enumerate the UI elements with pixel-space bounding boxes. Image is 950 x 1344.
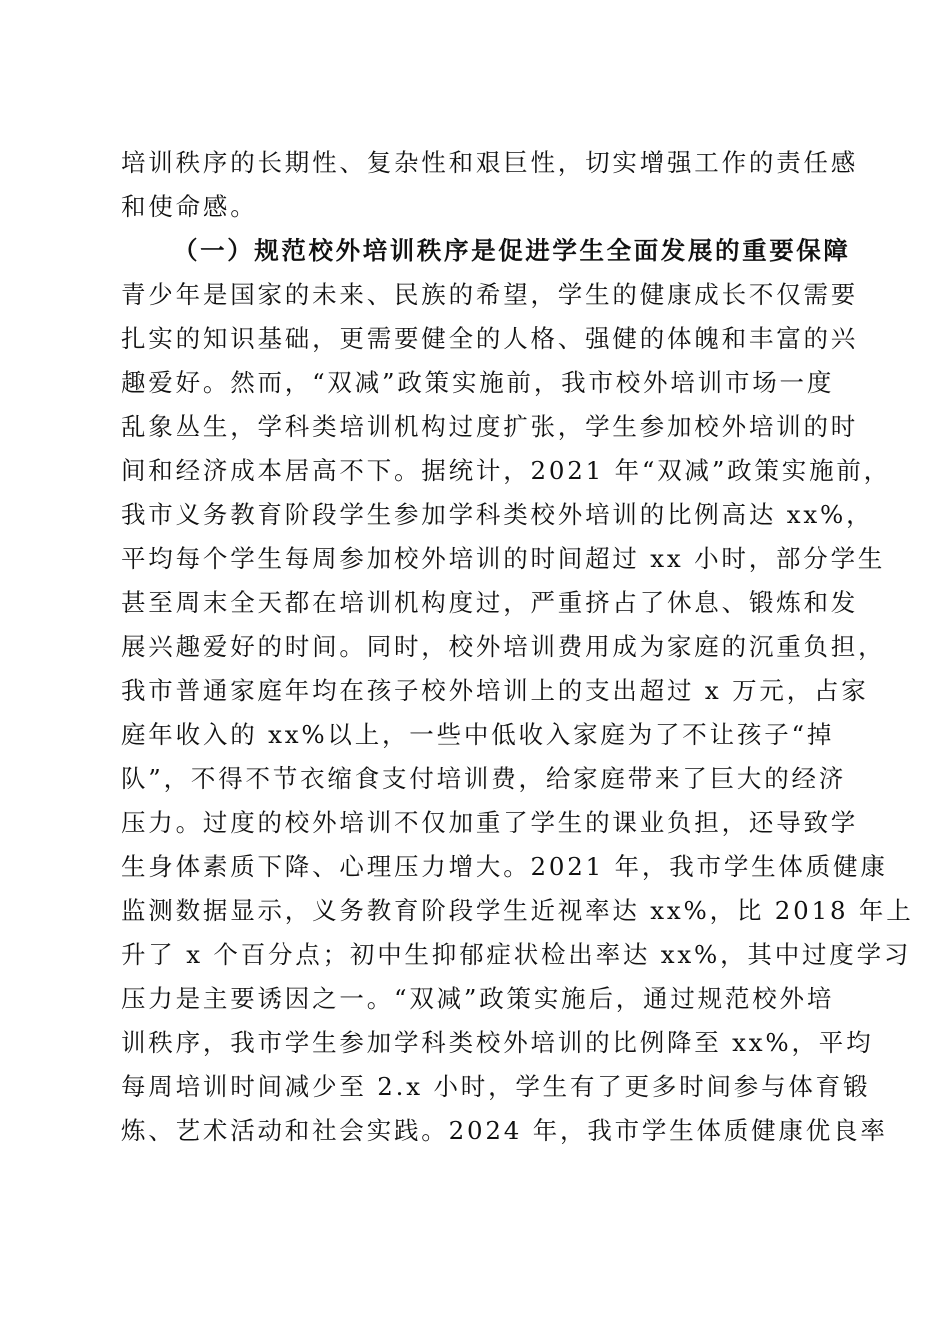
text-line: 间和经济成本居高不下。据统计，2021 年“双减”政策实施前， bbox=[121, 456, 891, 485]
text-line: 升了 x 个百分点；初中生抑郁症状检出率达 xx%，其中过度学习 bbox=[121, 940, 912, 969]
text-line: 平均每个学生每周参加校外培训的时间超过 xx 小时，部分学生 bbox=[121, 544, 886, 573]
text-line: 压力是主要诱因之一。“双减”政策实施后，通过规范校外培 bbox=[121, 984, 835, 1013]
text-line: 甚至周末全天都在培训机构度过，严重挤占了休息、锻炼和发 bbox=[121, 588, 859, 617]
text-line: 庭年收入的 xx%以上，一些中低收入家庭为了不让孩子“掉 bbox=[121, 720, 835, 749]
text-line: 队”，不得不节衣缩食支付培训费，给家庭带来了巨大的经济 bbox=[121, 764, 847, 793]
text-line: 我市普通家庭年均在孩子校外培训上的支出超过 x 万元，占家 bbox=[121, 676, 869, 705]
text-line: 展兴趣爱好的时间。同时，校外培训费用成为家庭的沉重负担， bbox=[121, 632, 886, 661]
document-body bbox=[121, 141, 914, 1153]
text-line: 压力。过度的校外培训不仅加重了学生的课业负担，还导致学 bbox=[121, 808, 859, 837]
text-line: 我市义务教育阶段学生参加学科类校外培训的比例高达 xx%， bbox=[121, 500, 874, 529]
text-line: 生身体素质下降、心理压力增大。2021 年，我市学生体质健康 bbox=[121, 852, 888, 881]
section-heading: （一）规范校外培训秩序是促进学生全面发展的重要保障 bbox=[173, 236, 851, 265]
text-line: 炼、艺术活动和社会实践。2024 年，我市学生体质健康优良率 bbox=[121, 1116, 888, 1145]
text-line: 每周培训时间减少至 2.x 小时，学生有了更多时间参与体育锻 bbox=[121, 1072, 871, 1101]
text-line: 青少年是国家的未来、民族的希望，学生的健康成长不仅需要 bbox=[121, 280, 859, 309]
text-line: 培训秩序的长期性、复杂性和艰巨性，切实增强工作的责任感 bbox=[121, 148, 859, 177]
text-line: 扎实的知识基础，更需要健全的人格、强健的体魄和丰富的兴 bbox=[121, 324, 859, 353]
text-line: 监测数据显示，义务教育阶段学生近视率达 xx%，比 2018 年上 bbox=[121, 896, 914, 925]
text-line: 训秩序，我市学生参加学科类校外培训的比例降至 xx%，平均 bbox=[121, 1028, 874, 1057]
text-line: 趣爱好。然而，“双减”政策实施前，我市校外培训市场一度 bbox=[121, 368, 835, 397]
text-line: 乱象丛生，学科类培训机构过度扩张，学生参加校外培训的时 bbox=[121, 412, 859, 441]
text-line: 和使命感。 bbox=[121, 192, 258, 221]
